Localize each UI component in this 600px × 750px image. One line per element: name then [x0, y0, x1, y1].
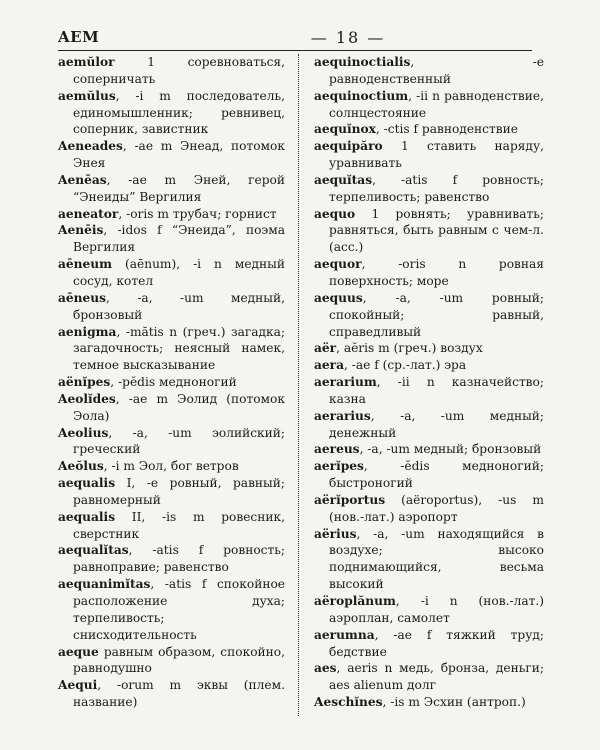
definition: , -atis f ровность; терпеливость; равенство: [329, 172, 544, 204]
definition: , -orum m эквы (плем. название): [73, 678, 285, 710]
dictionary-entry: [58, 290, 285, 324]
definition: II, -is m ровесник, сверстник: [73, 509, 285, 541]
headword: aërĭportus: [314, 492, 386, 507]
dictionary-entry: [314, 290, 544, 341]
headword: aerarium: [314, 375, 377, 390]
dictionary-entry: [58, 138, 285, 172]
dictionary-entry: [58, 576, 285, 643]
definition: (aëroportus), -us m (нов.-лат.) аэропорт: [329, 492, 544, 524]
headword: aequanimĭtas: [58, 577, 151, 592]
headword: Aenēas: [58, 172, 107, 187]
definition: , -a, -um медный; денежный: [329, 408, 544, 440]
dictionary-entry: [58, 374, 285, 391]
headword: Aeschĭnes: [314, 695, 383, 710]
dictionary-entry: [58, 475, 285, 509]
definition: , -ae m Эолид (потомок Эола): [73, 391, 285, 423]
dictionary-entry: [58, 391, 285, 425]
definition: , -pĕdis медноногий: [110, 375, 237, 390]
page-header: [58, 28, 532, 50]
definition: , -i m последователь, единомышленник; ревнивец, соперник, завистник: [73, 88, 285, 137]
headword: aequor: [314, 257, 362, 272]
dictionary-entry: [314, 256, 544, 290]
headword: Aeŏlus: [58, 459, 104, 474]
dictionary-entry: [314, 172, 544, 206]
column-divider: [298, 54, 299, 716]
headword: aequalis: [58, 509, 116, 524]
definition: , aĕris m (греч.) воздух: [336, 341, 483, 356]
headword: aequinoctialis: [314, 55, 411, 69]
headword: aërius: [314, 526, 357, 541]
headword: aeneator: [58, 206, 119, 221]
definition: , -e равноденственный: [329, 55, 544, 86]
headword: aequus: [314, 290, 363, 305]
headword: aemŭlor: [58, 55, 115, 69]
dictionary-entry: [58, 206, 285, 223]
headword: aeque: [58, 644, 99, 659]
headword: Aeolius: [58, 425, 109, 440]
definition: 1 ровнять; уравнивать; равняться, быть равным с чем-л. (acc.): [329, 206, 544, 255]
definition: , -i n (нов.-лат.) аэроплан, самолет: [329, 594, 544, 625]
dictionary-entry: [58, 644, 285, 678]
headword: aēneus: [58, 290, 106, 305]
definition: 1 соревноваться, соперничать: [73, 55, 285, 86]
headword: aequĭtas: [314, 172, 373, 187]
right-column: [314, 54, 544, 711]
dictionary-entry: [58, 172, 285, 206]
dictionary-entry: [58, 677, 285, 711]
definition: равным образом, спокойно, равнодушно: [73, 644, 285, 676]
page-number: — 18 —: [310, 28, 386, 47]
definition: , -is m Эсхин (антроп.): [382, 695, 526, 710]
dictionary-entry: [314, 627, 544, 661]
headword: aēneum: [58, 257, 113, 272]
headword: aereus: [314, 442, 360, 457]
dictionary-entry: [314, 374, 544, 408]
definition: , -oris m трубач; горнист: [118, 206, 277, 221]
headword: aes: [314, 661, 337, 676]
definition: , -ae f тяжкий труд; бедствие: [329, 627, 544, 659]
headword: Aeneades: [58, 139, 123, 154]
dictionary-entry: [314, 88, 544, 122]
dictionary-entry: [58, 88, 285, 139]
definition: , -ctis f равноденствие: [375, 122, 518, 137]
definition: , -a, -um находящийся в воздухе; высоко поднимающийся, весьма высокий: [329, 526, 544, 592]
dictionary-entry: [314, 54, 544, 88]
headword: aënĭpes: [58, 375, 111, 390]
dictionary-entry: [314, 526, 544, 593]
definition: , -mătis n (греч.) загадка; загадочность; неясный намек, темное высказывание: [73, 324, 285, 373]
dictionary-entry: [58, 458, 285, 475]
dictionary-entry: [314, 492, 544, 526]
dictionary-entry: [314, 138, 544, 172]
definition: , -ii n казначейство; казна: [329, 375, 544, 406]
definition: , -atis f спокойное расположение духа; терпеливость; снисходительность: [73, 577, 285, 642]
dictionary-entry: [314, 206, 544, 257]
headword: aera: [314, 358, 344, 373]
dictionary-entry: [314, 694, 544, 711]
definition: , -oris n ровная поверхность; море: [329, 257, 544, 288]
headword: Aequi: [58, 678, 98, 693]
headword: aequalis: [58, 476, 116, 491]
dictionary-entry: [58, 425, 285, 459]
dictionary-entry: [314, 121, 544, 138]
dictionary-entry: [314, 408, 544, 442]
definition: , -ĕdis медноногий; быстроногий: [329, 459, 544, 491]
definition: , -atis f ровность; равноправие; равенство: [73, 543, 285, 575]
definition: , -ae f (ср.-лат.) эра: [343, 358, 467, 373]
headword: aerĭpes: [314, 459, 364, 474]
dictionary-entry: [58, 54, 285, 88]
dictionary-entry: [314, 441, 544, 458]
dictionary-entry: [58, 256, 285, 290]
headword: aëroplănum: [314, 594, 396, 608]
guide-word: AEM: [58, 28, 100, 46]
definition: , -ii n равноденствие, солнцестояние: [329, 88, 544, 120]
dictionary-entry: [58, 222, 285, 256]
headword: aequĭnox: [314, 122, 376, 137]
definition: (aēnum), -i n медный сосуд, котел: [73, 257, 285, 288]
headword: aemŭlus: [58, 88, 116, 103]
definition: I, -e ровный, равный; равномерный: [73, 476, 285, 507]
headword: aequipăro: [314, 139, 383, 154]
headword: aerumna: [314, 627, 375, 642]
headword: aequo: [314, 206, 356, 221]
header-rule: [58, 50, 532, 51]
dictionary-entry: [314, 458, 544, 492]
definition: , -ae m Эней, герой “Энеиды” Вергилия: [73, 172, 285, 204]
headword: aequinoctium: [314, 88, 409, 103]
definition: , -a, -um медный, бронзовый: [73, 290, 285, 322]
left-column: [58, 54, 285, 711]
definition: , -a, -um медный; бронзовый: [359, 442, 542, 457]
headword: aër: [314, 341, 337, 356]
headword: Aeolĭdes: [58, 391, 116, 406]
definition: 1 ставить наряду, уравнивать: [329, 139, 544, 171]
headword: aerarius: [314, 408, 371, 423]
definition: , aeris n медь, бронза, деньги; aes alienum долг: [329, 661, 544, 693]
definition: , -a, -um эолийский; греческий: [73, 425, 285, 457]
dictionary-entry: [58, 542, 285, 576]
definition: , -i m Эол, бог ветров: [103, 459, 239, 474]
headword: aequalĭtas: [58, 543, 129, 558]
definition: , -a, -um ровный; спокойный; равный, справедливый: [329, 290, 544, 339]
dictionary-entry: [58, 324, 285, 375]
dictionary-entry: [314, 357, 544, 374]
dictionary-entry: [314, 593, 544, 627]
headword: Aenēis: [58, 223, 104, 238]
dictionary-entry: [314, 660, 544, 694]
headword: aenigma: [58, 324, 117, 339]
definition: , -idos f “Энеида”, поэма Вергилия: [73, 223, 285, 255]
dictionary-entry: [58, 509, 285, 543]
dictionary-entry: [314, 340, 544, 357]
definition: , -ae m Энеад, потомок Энея: [73, 139, 285, 171]
